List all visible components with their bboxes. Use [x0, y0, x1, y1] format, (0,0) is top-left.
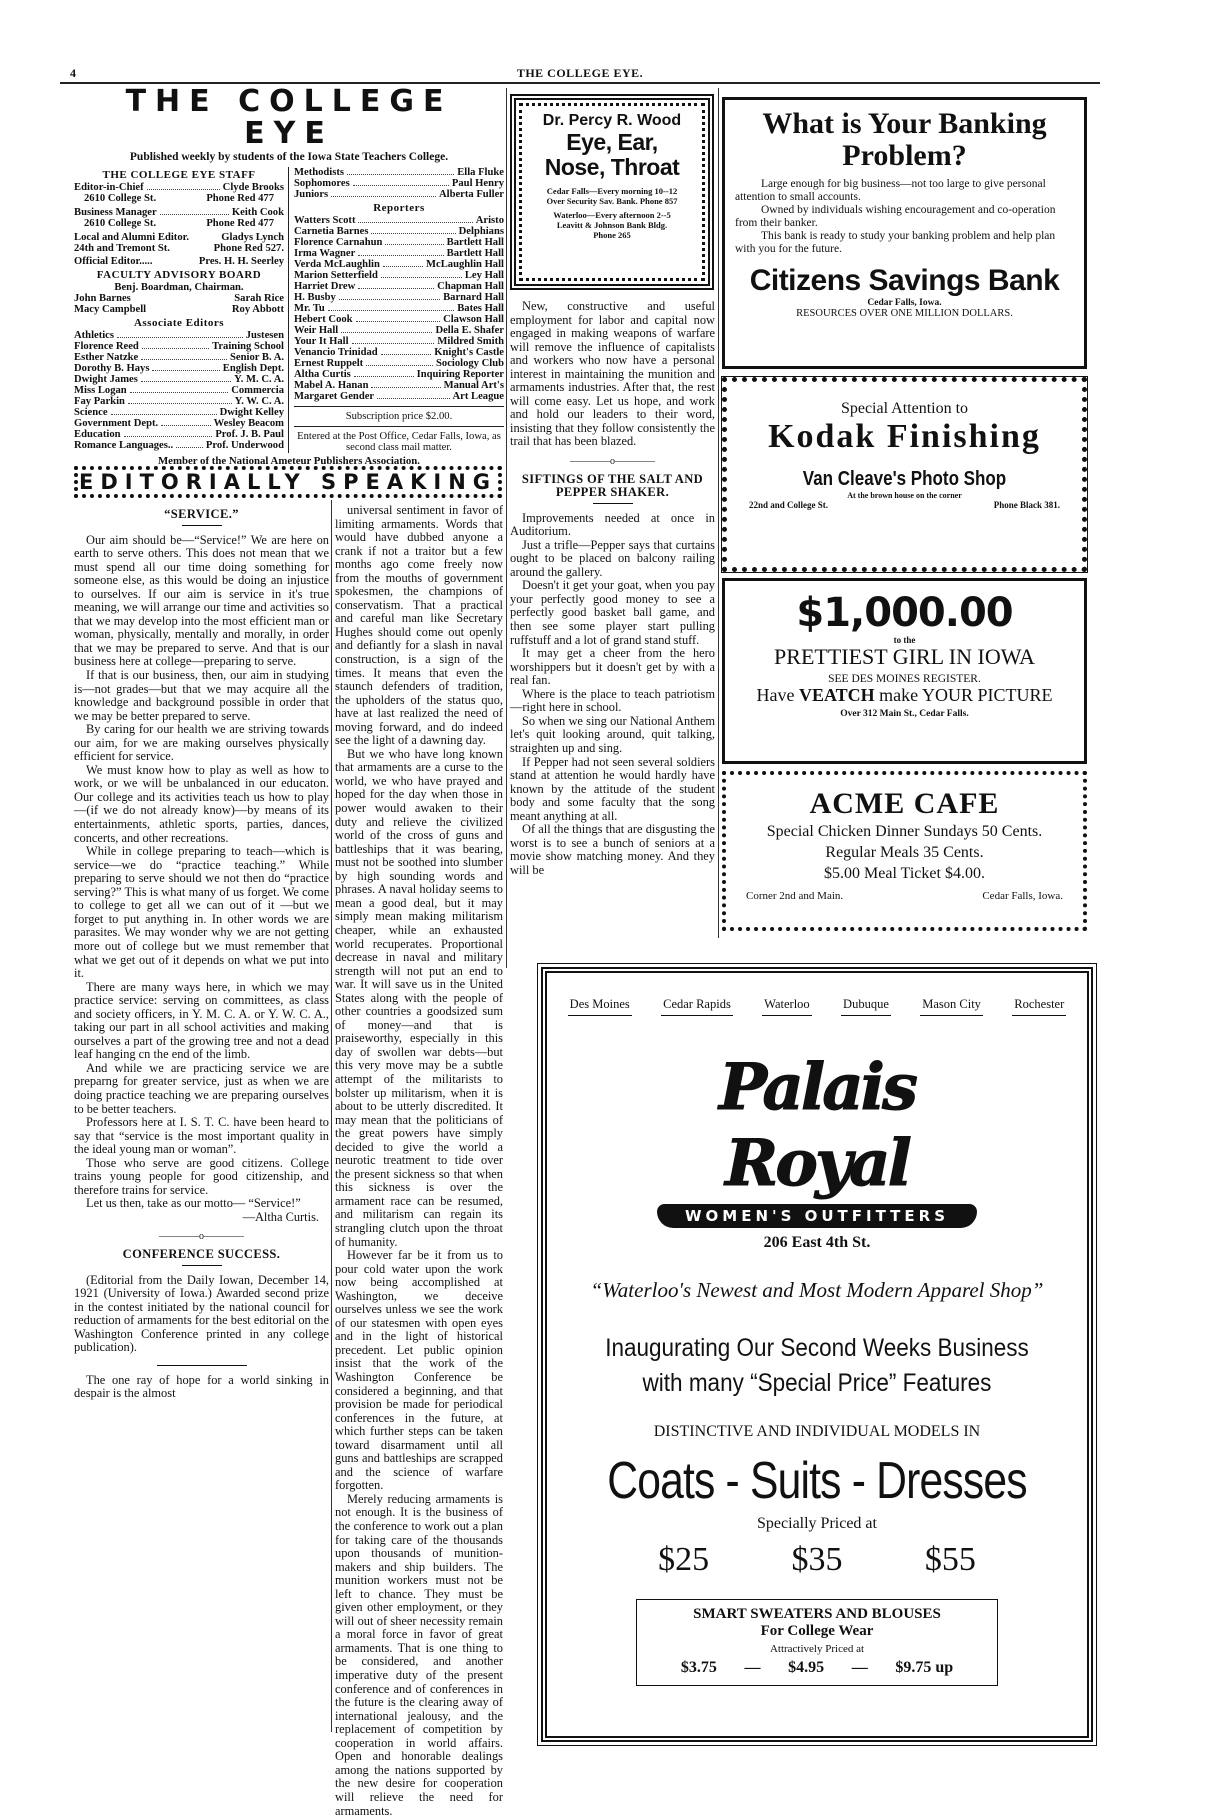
role: Dorothy B. Hays: [74, 363, 150, 374]
staff-row: [74, 440, 284, 451]
staff-row: [294, 303, 504, 314]
staff-row: [74, 341, 284, 352]
article-paragraph: By caring for our health we are striving towards our aim, for we are making ourselves physically efficient for service.: [74, 722, 329, 764]
article-paragraph: We must know how to play as well as how to work, or we will be unbalanced in our educaton. Our college and its activities teach us how to play—(if we do not already know)—by means of its entertainments, athletic sports, parties, dances, concerts, and other recreations.: [74, 762, 329, 845]
staff-row: [74, 385, 284, 396]
ad-headline: PRETTIEST GIRL IN IOWA: [774, 644, 1035, 669]
ad-text: At the brown house on the corner: [847, 491, 962, 500]
column-rule: [506, 88, 507, 968]
name: Keith Cook: [231, 207, 284, 218]
name: Clawson Hall: [443, 314, 504, 325]
ad-address: Over Security Sav. Bank. Phone 857: [546, 196, 678, 206]
staff-row: [294, 189, 504, 200]
role: Florence Reed: [74, 341, 139, 352]
article-title-siftings: SIFTINGS OF THE SALT AND PEPPER SHAKER.: [521, 471, 704, 500]
ad-kodak-finishing: [722, 377, 1087, 572]
name: Prof. J. B. Paul: [215, 429, 284, 440]
city-name: Waterloo: [762, 997, 812, 1016]
name: Gladys Lynch: [221, 232, 284, 243]
ad-text: with many “Special Price” Features: [642, 1369, 992, 1397]
ad-text: SEE DES MOINES REGISTER.: [828, 673, 981, 685]
name: Commercia: [231, 385, 284, 396]
ad-tagline: “Waterloo's Newest and Most Modern Apparel Shop”: [590, 1278, 1044, 1302]
staff-heading: THE COLLEGE EYE STAFF: [102, 169, 256, 181]
name: Aristo: [475, 215, 504, 226]
staff-row: [294, 347, 504, 358]
ad-prettiest-girl: [722, 578, 1087, 764]
article-paragraph: Merely reducing armaments is not enough. It is the business of the conference to work out a plan for taking care of the thousands upon thousands of munition-makers and ship builders. The munition workers must not be left to chance. They must be given other employment, or they will out of sheer necessity remain a moral force in favor of great armaments. That is one thing to be considered, and another imperative duty of the present conference and of conferences in the future is the clearing away of international jealousy, and the replacement of competition by cooperation in world affairs. Open and honorable dealings among the nations supported by the new desire for cooperation will relieve the need for armaments.: [335, 1491, 503, 1818]
name: Bartlett Hall: [446, 248, 504, 259]
price: —: [851, 1659, 868, 1676]
name: Bartlett Hall: [446, 237, 504, 248]
name: Art League: [452, 391, 504, 402]
ad-hours: Waterloo—Every afternoon 2--5: [553, 210, 671, 220]
article-title-conference: CONFERENCE SUCCESS.: [122, 1246, 281, 1261]
article-paragraph: Those who serve are good citizens. College trains young people for good citizenship, and therefore trains for service.: [74, 1155, 329, 1197]
role: Fay Parkin: [74, 396, 125, 407]
article-paragraph: Let us then, take as our motto— “Service!”: [86, 1196, 301, 1211]
staff-row: [294, 167, 504, 178]
ad-text: Special Attention to: [840, 400, 969, 417]
ad-address: 22nd and College St.: [749, 500, 829, 510]
ad-city: Cedar Falls, Iowa.: [867, 298, 942, 308]
staff-row: [74, 243, 284, 254]
role: Harriet Drew: [294, 281, 356, 292]
role: Watters Scott: [294, 215, 356, 226]
role: Margaret Gender: [294, 391, 375, 402]
logo-script: Palais Royal: [719, 1050, 915, 1201]
editorial-column-3: [510, 300, 715, 960]
name: Senior B. A.: [230, 352, 284, 363]
ad-headline: What is Your Banking Problem?: [762, 107, 1047, 172]
ad-business-name: VEATCH: [798, 685, 875, 705]
role: Florence Carnahun: [294, 237, 383, 248]
name: Sarah Rice: [234, 293, 284, 304]
article-paragraph: And while we are practicing service we are preparng for greater service, just as when we are doing practice teaching we are preparing ourselves to be better teachers.: [74, 1060, 329, 1116]
staff-row: [74, 193, 284, 204]
name: Sociology Club: [436, 358, 504, 369]
staff-row: [74, 256, 284, 267]
article-paragraph: Doesn't it get your goat, when you pay your perfectly good money to see a perfectly good basket ball game, and then see some player start pulling ruffstuff and a lot of grand stand stuff.: [510, 578, 715, 647]
article-paragraph: The one ray of hope for a world sinking in despair is the almost: [74, 1372, 329, 1401]
name: Delphians: [458, 226, 504, 237]
price: $35: [791, 1541, 843, 1578]
article-paragraph: However far be it from us to pour cold water upon the work now being accomplished at Washington, we deceive ourselves unless we see the work of our statesmen with open eyes and in the light of historical precedent. Let public opinion insist that the work of the Washington Conference be considered a beginning, and that provision be made for periodical conferences in the future, at which further steps can be taken toward disarmament until all guns and battleships are scrapped and the science of warfare forgotten.: [335, 1248, 503, 1493]
price: $3.75: [680, 1659, 717, 1676]
faculty-heading: FACULTY ADVISORY BOARD: [96, 269, 262, 281]
staff-row: [294, 178, 504, 189]
separator: ――――o――――: [570, 456, 655, 468]
name: Justesen: [245, 330, 284, 341]
name: McLaughlin Hall: [426, 259, 504, 270]
role: Editor-in-Chief: [74, 182, 144, 193]
staff-row: [294, 292, 504, 303]
name: Barnard Hall: [443, 292, 504, 303]
price: $25: [658, 1541, 710, 1578]
ad-acme-cafe: [722, 771, 1087, 931]
staff-row: [294, 314, 504, 325]
role: Science: [74, 407, 108, 418]
ad-business-name: Van Cleave's Photo Shop: [802, 468, 1007, 490]
name: Alberta Fuller: [438, 189, 504, 200]
phone: Phone Red 527.: [213, 243, 284, 254]
city-name: Rochester: [1012, 997, 1066, 1016]
column-rule: [718, 88, 719, 938]
address: 2610 College St.: [84, 218, 157, 229]
faculty-chair: Benj. Boardman, Chairman.: [114, 282, 244, 293]
role: H. Busby: [294, 292, 336, 303]
name: Y. W. C. A.: [234, 396, 284, 407]
article-paragraph: Just a trifle—Pepper says that curtains ought to be placed on balcony railing around the gallery.: [510, 537, 715, 579]
role: Government Dept.: [74, 418, 159, 429]
article-paragraph: But we who have long known that armaments are a curse to the world, we who have prayed and hoped for the day when those in power would awaken to their duty and relieve the civilized world of the cross of guns and battleships that it was bearing, must not be soothed into slumber by high sounding words and phrases. A naval holiday seems to mean a good deal, but it may simply mean making militarism cheaper, while an exhausted world recuperates. Proportional decrease in naval and military strength will not put an end to war. It will save us in the United States along with the people of other countries a goodsized sum of money—and that is praiseworthy, especially in this day of swollen war debts—but this very move may be a subtle attempt of the militarists to bolster up militarism, when it is about to be utterly discredited. It may mean that the politicians of the great powers have simply decided to give the world a neurotic treatment to tide over the present sickness so that when this sickness is over the armament race can be resumed, and militarism can regain its strangling clutch upon the throat of humanity.: [335, 746, 503, 1249]
price: $9.75 up: [895, 1659, 954, 1676]
staff-row: [74, 429, 284, 440]
name: Manual Art's: [443, 380, 504, 391]
city-name: Cedar Rapids: [661, 997, 733, 1016]
staff-row: [294, 270, 504, 281]
staff-row: [294, 237, 504, 248]
city-name: Dubuque: [841, 997, 891, 1016]
subscription-price: Subscription price $2.00.: [345, 411, 453, 422]
role: Verda McLaughlin: [294, 259, 380, 270]
article-title-service: “SERVICE.”: [164, 507, 239, 521]
role: Mr. Tu: [294, 303, 325, 314]
sweaters-box: [636, 1599, 998, 1686]
role: Methodists: [294, 167, 345, 178]
article-paragraph: If that is our business, then, our aim in studying is—not grades—but that we may acquire all the knowledge and background possible in order that we may be better prepared to serve.: [74, 668, 329, 723]
postal-notice: Entered at the Post Office, Cedar Falls, Iowa, as second class mail matter.: [297, 431, 501, 453]
page-header: [60, 66, 1100, 84]
article-paragraph: If Pepper had not seen several soldiers stand at attention he would hardly have known by the attitude of the student body and some faculty that the song meant anything at all.: [510, 754, 715, 823]
ad-text: $5.00 Meal Ticket $4.00.: [824, 865, 985, 882]
staff-row: [294, 369, 504, 380]
staff-row: [74, 330, 284, 341]
name: Bates Hall: [457, 303, 504, 314]
article-paragraph: While in college preparing to teach—which is service—we do “practice teaching.” While preparing to serve should we not then do “practice serving?” This is what many of us forget. We come to college to get all we can out of it —but we forget to put anything in. In other words we are parasites. We may wonder why we are not getting more out of college but we must remember that what we get out of it depends on what we put into it.: [74, 844, 329, 981]
ad-text: DISTINCTIVE AND INDIVIDUAL MODELS IN: [653, 1423, 981, 1440]
staff-row: [294, 215, 504, 226]
staff-row: [74, 232, 284, 243]
ad-palais-royal: [541, 967, 1093, 1742]
role: Miss Logan: [74, 385, 127, 396]
editorial-column-1: [74, 504, 329, 1730]
role: Carnetia Barnes: [294, 226, 369, 237]
staff-row: [74, 407, 284, 418]
ad-specialty: Eye, Ear,: [566, 129, 658, 155]
price: $55: [924, 1541, 976, 1578]
article-paragraph: New, constructive and useful employment for labor and capital now engaged in making weapons of warfare will remove the influence of capitalists and workers who now have a personal interest in maintaining the munition and armaments industries. After that, the rest will come easy. Let us hope, and work and hold our leaders to their word, insisting that they follow consistently the trail that has been blazed.: [510, 299, 715, 449]
address: 24th and Tremont St.: [74, 243, 170, 254]
name: Chapman Hall: [437, 281, 504, 292]
membership-notice: Member of the National Ameteur Publishers Association.: [157, 455, 420, 467]
role: Esther Natzke: [74, 352, 139, 363]
staff-row: [74, 293, 284, 304]
staff-row: [74, 182, 284, 193]
ad-address: Over 312 Main St., Cedar Falls.: [840, 709, 969, 719]
running-title: THE COLLEGE EYE.: [516, 66, 644, 80]
staff-row: [294, 358, 504, 369]
name: Training School: [212, 341, 284, 352]
name: Prof. Underwood: [205, 440, 284, 451]
staff-row: [74, 218, 284, 229]
role: Irma Wagner: [294, 248, 356, 259]
ad-hours: Cedar Falls—Every morning 10--12: [546, 186, 678, 196]
staff-row: [74, 363, 284, 374]
separator: ――――o――――: [159, 1231, 244, 1243]
role: John Barnes: [74, 293, 131, 304]
article-intro: (Editorial from the Daily Iowan, December 14, 1921 (University of Iowa.) Awarded second prize in the contest initiated by the national council for reduction of armaments for the best editorial on the Washington Conference printed in any college publication).: [74, 1272, 329, 1355]
ad-name: Dr. Percy R. Wood: [542, 112, 682, 129]
article-paragraph: So when we sing our National Anthem let's quit looking around, quit talking, straighten up and sing.: [510, 713, 715, 755]
role: Athletics: [74, 330, 115, 341]
ad-text: This bank is ready to study your banking problem and help plan with you for the future.: [735, 230, 1056, 255]
role: Macy Campbell: [74, 304, 147, 315]
staff-row: [74, 352, 284, 363]
name: Y. M. C. A.: [234, 374, 284, 385]
staff-row: [74, 396, 284, 407]
name: Dwight Kelley: [219, 407, 284, 418]
role: Your It Hall: [294, 336, 349, 347]
name: Mildred Smith: [437, 336, 504, 347]
article-paragraph: Professors here at I. S. T. C. have been heard to say that “service is the most important quality in the ideal young man or woman”.: [74, 1115, 329, 1157]
staff-row: [294, 336, 504, 347]
masthead: [74, 86, 504, 467]
staff-row: [74, 374, 284, 385]
ad-phone: Phone 265: [593, 230, 631, 240]
role: Altha Curtis: [294, 369, 351, 380]
name: Ella Fluke: [457, 167, 504, 178]
article-paragraph: Improvements needed at once in Auditorium.: [510, 510, 715, 539]
name: Ley Hall: [464, 270, 504, 281]
city-name: Mason City: [920, 997, 983, 1016]
role: Sophomores: [294, 178, 350, 189]
ad-address: Corner 2nd and Main.: [746, 890, 844, 902]
ad-text: Inaugurating Our Second Weeks Business: [605, 1334, 1029, 1362]
staff-row: [74, 207, 284, 218]
ad-phone: Phone Black 381.: [993, 500, 1060, 510]
staff-row: [294, 281, 504, 292]
masthead-subtitle: Published weekly by students of the Iowa State Teachers College.: [129, 151, 449, 163]
ad-citizens-savings-bank: [722, 97, 1087, 369]
ad-business-name: Citizens Savings Bank: [749, 264, 1060, 297]
role: Juniors: [294, 189, 329, 200]
ad-headline: Kodak Finishing: [768, 418, 1041, 455]
name: English Dept.: [222, 363, 284, 374]
role: Romance Languages..: [74, 440, 174, 451]
role: Business Manager: [74, 207, 157, 218]
ad-text: RESOURCES OVER ONE MILLION DOLLARS.: [796, 308, 1013, 319]
phone: Phone Red 477: [206, 218, 274, 229]
name: Roy Abbott: [231, 304, 284, 315]
name: Wesley Beacom: [213, 418, 284, 429]
name: Paul Henry: [451, 178, 504, 189]
article-paragraph: It may get a cheer from the hero worshippers but it doesn't get by with a real fan.: [510, 646, 715, 688]
ad-address: 206 East 4th St.: [763, 1234, 871, 1251]
price: $4.95: [788, 1659, 825, 1676]
role: Dwight James: [74, 374, 138, 385]
byline: —Altha Curtis.: [242, 1209, 319, 1224]
staff-row: [294, 391, 504, 402]
logo-band: WOMEN'S OUTFITTERS: [657, 1204, 977, 1228]
role: Ernest Ruppelt: [294, 358, 364, 369]
role: Official Editor.....: [74, 256, 153, 267]
ad-text: For College Wear: [760, 1623, 874, 1639]
staff-row: [74, 418, 284, 429]
ad-amount: $1,000.00: [796, 590, 1013, 636]
ad-headline: Coats - Suits - Dresses: [607, 1452, 1027, 1510]
masthead-title: THE COLLEGE EYE: [125, 84, 453, 151]
palais-royal-logo: [627, 1050, 1007, 1228]
staff-row: [294, 325, 504, 336]
staff-row: [74, 304, 284, 315]
reporters-column: [289, 167, 504, 453]
ad-text: Attractively Priced at: [769, 1643, 865, 1655]
role: Local and Alumni Editor.: [74, 232, 189, 243]
ad-headline: SMART SWEATERS AND BLOUSES: [693, 1606, 941, 1622]
role: Education: [74, 429, 121, 440]
name: Della E. Shafer: [435, 325, 504, 336]
column-rule: [331, 500, 332, 1732]
ad-specialty: Nose, Throat: [544, 154, 680, 180]
editorial-column-2: [335, 503, 503, 1818]
associates-heading: Associate Editors: [133, 317, 225, 329]
ad-text: make YOUR PICTURE: [879, 685, 1053, 705]
ad-text: Owned by individuals wishing encouragement and co-operation from their banker.: [735, 204, 1056, 229]
ad-text: Special Chicken Dinner Sundays 50 Cents.: [766, 823, 1043, 840]
page-number: 4: [70, 66, 76, 80]
role: Hebert Cook: [294, 314, 353, 325]
name: Inquiring Reporter: [416, 369, 504, 380]
price: —: [744, 1659, 761, 1676]
article-paragraph: Our aim should be—“Service!” We are here on earth to serve others. This does not mean that we must spend all our time doing something for someone else, as this would be doing an injustice to ourselves. If our aim is service in it's true meaning, we will arrange our time and activities so that we may develop into the most efficient man or woman, physically, mentally and morally, in order that we may be prepared to serve. And that is our business here at college—preparing to serve.: [74, 532, 329, 669]
city-name: Des Moines: [568, 997, 632, 1016]
staff-column: [74, 167, 289, 453]
ad-text: Large enough for big business—not too large to give personal attention to small accounts.: [735, 178, 1046, 203]
address: 2610 College St.: [84, 193, 157, 204]
reporters-heading: Reporters: [373, 202, 425, 214]
ad-address: Leavitt & Johnson Bank Bldg.: [556, 220, 668, 230]
role: Mabel A. Hanan: [294, 380, 369, 391]
ad-dr-percy-wood: [510, 94, 714, 290]
article-paragraph: Where is the place to teach patriotism—right here in school.: [510, 686, 715, 715]
staff-row: [294, 226, 504, 237]
ad-text: Have: [756, 685, 795, 705]
ad-text: Regular Meals 35 Cents.: [825, 844, 984, 861]
role: Marion Setterfield: [294, 270, 378, 281]
ad-city: Cedar Falls, Iowa.: [982, 890, 1063, 902]
ad-text: Specially Priced at: [757, 1515, 877, 1532]
staff-row: [294, 259, 504, 270]
article-paragraph: universal sentiment in favor of limiting armaments. Words that would have dubbed anyone a crank if not a traitor but a few months ago come freely now from the mouths of government spokesmen, the champions of conservatism. That a practical and careful man like Secretary Hughes should come out openly and defiantly for a slash in naval construction, is a sign of the times. It means that even the staunch defenders of tradition, the upholders of the status quo, have at last realized the need of moving forward, and do indeed see the light of a dawning day.: [335, 503, 503, 748]
ad-text: to the: [893, 635, 916, 645]
phone: Phone Red 477: [206, 193, 274, 204]
role: Venancio Trinidad: [294, 347, 378, 358]
staff-row: [294, 380, 504, 391]
name: Knight's Castle: [434, 347, 504, 358]
ad-business-name: ACME CAFE: [809, 787, 1000, 820]
name: Pres. H. H. Seerley: [198, 256, 284, 267]
staff-row: [294, 248, 504, 259]
name: Clyde Brooks: [222, 182, 284, 193]
editorially-speaking-banner: EDITORIALLY SPEAKING: [74, 466, 502, 498]
article-paragraph: Of all the things that are disgusting the worst is to see a bunch of seniors at a movie show matching money. And they will be: [510, 822, 715, 877]
role: Weir Hall: [294, 325, 339, 336]
article-paragraph: There are many ways here, in which we may practice service: serving on committees, as class and society officers, in Y. M. C. A. or Y. W. C. A., taking our part in all school activities and making ourselves a part of the growing tree and not a dead leaf hanging cn the end of the limb.: [74, 979, 329, 1062]
